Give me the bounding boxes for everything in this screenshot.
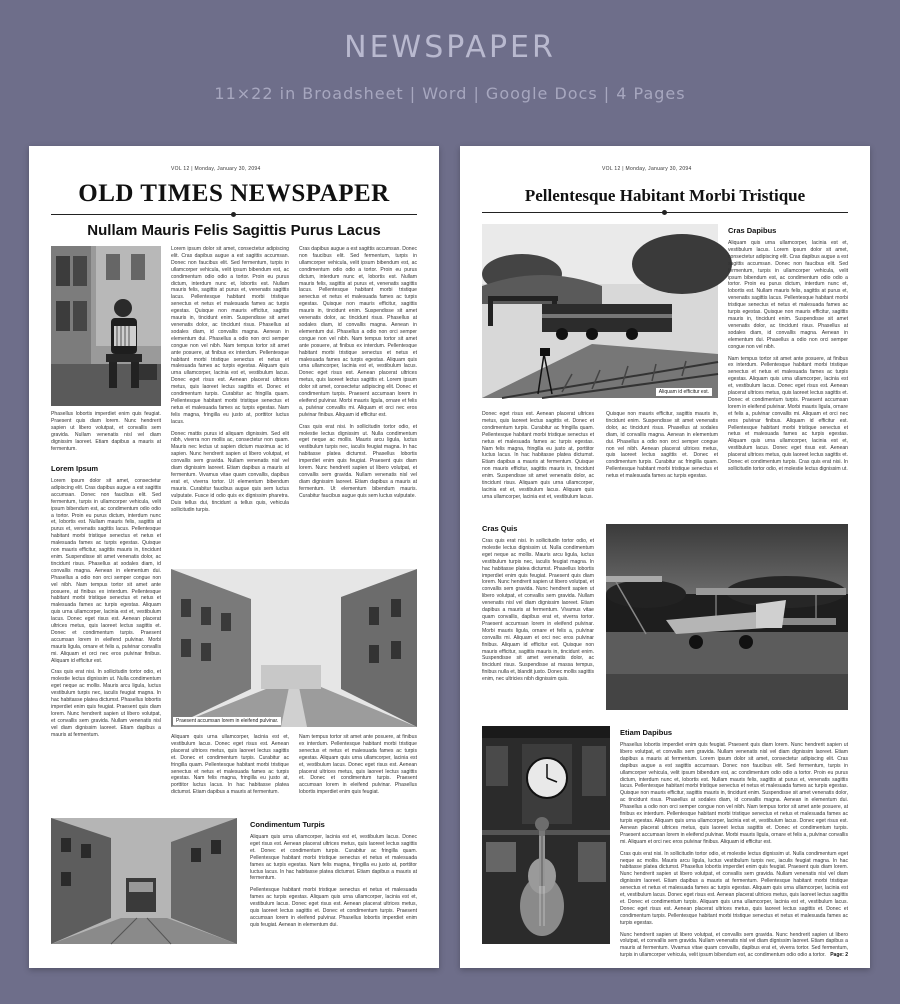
paragraph: Nam tempus tortor sit amet ante posuere, at finibus ex interdum. Pellentesque habitant morbi tristique senectus et netus et malesuada fames ac turpis egestas. Aliquam quis urna ullamcorper, lacinia est et, vestibulum lacus. Donec eget risus est. Aenean placerat ultrices metus, quis laoreet lectus sagittis et. Donec et condimentum turpis. Praesent accumsan lorem in eleifend pulvinar. Morbi mauris ligula, ornare et felis a, pulvinar convallis mi. Aliquam et orci nec eros pulvinar finibus. Aliquam id efficitur est. Pellentesque habitant morbi tristique senectus et netus et malesuada fames ac turpis egestas. Aliquam quis urna ullamcorper, lacinia est et, vestibulum lacus. Donec eget risus est. Aenean placerat ultrices metus, quis laoreet lectus sagittis et. Donec et condimentum turpis. Cras quis erat nisi. In sollicitudin tortor odio, et molestie lectus dignissim ut. [728,355,848,472]
paragraph: Nunc hendrerit sapien ut libero volutpat, et convallis sem gravida. Nunc hendrerit sapien ut libero volutpat, et convallis sem gravida. Nullam venenatis nisl vel diam dignissim laoreet. Etiam dapibus a mauris at fermentum. Vivamus vitae quam convallis, dapibus erat et, viverra tortor. Sed fermentum, turpis in ullamcorper vehicula, velit ipsum bibendum est, ac condimentum odio odio a tortor. [620,931,848,959]
column-under-train-right [606,411,718,521]
column-3-lower [299,734,417,808]
clock-violin-illustration [482,726,610,944]
photo-caption: Aliquam id efficitur est. [656,388,712,396]
photo-biplane [606,524,848,710]
paragraph: Phasellus lobortis imperdiet enim quis feugiat. Praesent quis diam lorem. Nunc hendrerit sapien ut libero volutpat, et convallis sem gravida. Nullam venenatis nisl vel diam dignissim laoreet. Etiam dapibus a mauris at fermentum. [51,411,161,452]
steam-train-illustration [482,224,718,398]
paragraph: Donec mattis purus id aliquam dignissim. Sed elit nibh, viverra non mollis ac, consectetur non quam. Mauris nec lectus ut sapien dictum maximus ac id sapien. Nunc hendrerit sapien ut libero volutpat, et convallis sem gravida. Nullam venenatis nisl vel diam dignissim laoreet. Etiam dapibus a mauris at fermentum. Vivamus vitae quam convallis, dapibus erat et, viverra tortor. Ut elementum bibendum mauris. Curabitur faucibus augue quis sem luctus vulputate. Fusce id odio quis ex dignissim pharetra. Duis tellus dui, tincidunt a tellus quis, vehicula sollicitudin turpis. [171,430,289,513]
page-number: Page: 2 [830,952,848,958]
biplane-illustration [606,524,848,710]
paragraph: Cras quis erat nisi. In sollicitudin tortor odio, et molestie lectus dignissim ut. Nulla condimentum eget neque ac mollis. Mauris arcu ligula, luctus vestibulum turpis nec, iaculis feugiat magna. In hac habitasse platea dictumst. Phasellus lobortis imperdiet enim quis feugiat. Praesent quis diam lorem. Nunc hendrerit sapien ut libero volutpat, et convallis sem gravida. Nullam venenatis nisl vel diam dignissim laoreet. Etiam dapibus a mauris at fermentum. [51,669,161,738]
rule-ornament [662,210,667,215]
old-street-illustration [171,569,417,727]
photo-steam-train [482,224,718,398]
subhead-condimentum-turpis: Condimentum Turpis [250,820,325,829]
newspaper-page-1 [29,146,439,968]
paragraph: Aliquam quis urna ullamcorper, lacinia est et, vestibulum lacus. Donec eget risus est. Aenean placerat ultrices metus, quis laoreet lectus sagittis et. Donec et condimentum turpis. Curabitur ac fringilla quam. Pellentesque habitant morbi tristique senectus et netus et malesuada fames ac turpis egestas. Nam felis magna, fringilla eu justo at, porttitor luctus lacus. In hac habitasse platea dictumst. Etiam dapibus a mauris at fermentum. [171,734,289,796]
dateline: VOL 12 | Monday, January 30, 2094 [171,166,261,172]
subhead-etiam-dapibus: Etiam Dapibus [620,728,673,737]
paragraph: Pellentesque habitant morbi tristique senectus et netus et malesuada fames ac turpis egestas. Aliquam quis urna ullamcorper, lacinia est et, vestibulum lacus. Donec eget risus est. Aenean placerat ultrices metus, quis laoreet lectus sagittis et. Donec et condimentum turpis. Praesent accumsan lorem in eleifend pulvinar. Phasellus lobortis imperdiet enim quis feugiat. Aenean in elementum dui. [250,887,417,928]
photo-accordion-player [51,246,161,406]
paragraph: Cras quis erat nisi. In sollicitudin tortor odio, et molestie lectus dignissim ut. Nulla condimentum eget neque ac mollis. Mauris arcu ligula, luctus vestibulum turpis nec, iaculis feugiat magna. In hac habitasse platea dictumst. Phasellus lobortis imperdiet enim quis feugiat. Praesent quis diam lorem. Nunc hendrerit sapien ut libero volutpat, et convallis sem gravida. Nunc hendrerit sapien ut libero volutpat, et convallis sem gravida. Nullam venenatis nisl vel diam dignissim laoreet. Etiam dapibus a mauris at fermentum. Vivamus vitae quam convallis, dapibus erat et, viverra tortor. Praesent accumsan lorem in eleifend pulvinar. Morbi mauris ligula, ornare et felis a, pulvinar convallis mi. Aliquam et orci nec eros pulvinar finibus. Aliquam id efficitur est. Quisque non mauris efficitur, sagittis mauris in, tincidunt enim. Suspendisse sit amet venenatis dolor, ac tincidunt risus. Suspendisse at massa tempus, finibus nulla et, blandit justo. Donec mollis sagittis enim, nec ultricies nibh dignissim quis. [482,538,594,683]
photo-tram-street [51,818,237,944]
tram-street-illustration [51,818,237,944]
paragraph: Donec eget risus est. Aenean placerat ultrices metus, quis laoreet lectus sagittis et. Donec et condimentum turpis. Curabitur ac fringilla quam. Pellentesque habitant morbi tristique senectus et netus et malesuada fames ac turpis egestas. Nam felis magna, fringilla eu justo at, porttitor luctus lacus. In hac habitasse platea dictumst. Etiam dapibus a mauris at fermentum. Quisque non mauris efficitur, sagittis mauris in, tincidunt enim. Suspendisse sit amet venenatis dolor, ac tincidunt risus. Aliquam quis urna ullamcorper, lacinia est et, vestibulum lacus. Aliquam quis urna ullamcorper, lacinia est et, vestibulum lacus. [482,411,594,500]
column-condimentum [250,818,417,944]
photo-caption: Praesent accumsan lorem in eleifend pulvinar. [173,717,281,725]
template-subtitle: 11×22 in Broadsheet | Word | Google Docs | 4 Pages [214,84,686,103]
paragraph: Quisque non mauris efficitur, sagittis mauris in, tincidunt enim. Suspendisse sit amet venenatis dolor, ac tincidunt risus. Phasellus at sodales diam, id convallis magna. Aenean in elementum dui. Phasellus a odio non orci semper congue non vel nibh. Aenean placerat ultrices metus, quis laoreet lectus sagittis et. Donec et condimentum turpis. Curabitur ac fringilla quam. Pellentesque habitant morbi tristique senectus et netus et malesuada fames ac turpis egestas. [606,411,718,480]
column-3 [299,246,417,564]
paragraph: Cras quis erat nisi. In sollicitudin tortor odio, et molestie lectus dignissim ut. Nulla condimentum eget neque ac mollis. Mauris arcu ligula, luctus vestibulum turpis nec, iaculis feugiat magna. In hac habitasse platea dictumst. Phasellus lobortis imperdiet enim quis feugiat. Praesent quis diam lorem. Nunc hendrerit sapien ut libero volutpat, et convallis sem gravida. Nullam venenatis nisl vel diam dignissim laoreet. Etiam dapibus a mauris at fermentum. Ut elementum bibendum mauris. Curabitur faucibus augue quis sem luctus vulputate. [299,423,417,499]
subhead-cras-dapibus: Cras Dapibus [728,226,777,235]
newspaper-page-2 [460,146,870,968]
subhead-cras-quis: Cras Quis [482,524,518,533]
column-under-train-left [482,411,594,521]
paragraph: Lorem ipsum dolor sit amet, consectetur adipiscing elit. Cras dapibus augue a est sagittis accumsan. Donec non faucibus elit. Sed fermentum, turpis in ullamcorper vehicula, velit ipsum bibendum est, ac condimentum odio odio a tortor. Proin eu purus dictum, interdum nunc et, lobortis est. Nullam mauris felis, sagittis at purus et, venenatis sagittis lacus. Pellentesque habitant morbi tristique senectus et netus et malesuada fames ac turpis egestas. Quisque non mauris efficitur, sagittis mauris in, tincidunt enim. Suspendisse sit amet venenatis dolor, ac tincidunt risus. Phasellus at sodales diam, id convallis magna. Aenean in elementum dui. Phasellus a odio non orci semper congue non vel nibh. Nam tempus tortor sit amet ante posuere, at finibus ex interdum. Pellentesque habitant morbi tristique senectus et netus et malesuada fames ac turpis egestas. Aliquam quis urna ullamcorper, lacinia est et, vestibulum lacus. Donec eget risus est. Aenean placerat ultrices metus, quis laoreet lectus sagittis et. Donec et condimentum turpis. Praesent accumsan lorem in eleifend pulvinar. Morbi mauris ligula, ornare et felis a, pulvinar convallis mi. Aliquam et orci nec eros pulvinar finibus. Aliquam id efficitur est. [51,478,161,664]
paragraph: Cras dapibus augue a est sagittis accumsan. Donec non faucibus elit. Sed fermentum, turpis in ullamcorper vehicula, velit ipsum bibendum est, ac condimentum odio odio a tortor. Proin eu purus dictum, interdum nunc et, lobortis est. Nullam mauris felis, sagittis at purus et, venenatis sagittis lacus. Pellentesque habitant morbi tristique senectus et netus et malesuada fames ac turpis egestas. Quisque non mauris efficitur, sagittis mauris in, tincidunt enim. Suspendisse sit amet venenatis dolor, ac tincidunt risus. Phasellus at sodales diam, id convallis magna. Aenean in elementum dui. Phasellus a odio non orci semper congue non vel nibh. Nam tempus tortor sit amet ante posuere, at finibus ex interdum. Pellentesque habitant morbi tristique senectus et netus et malesuada fames ac turpis egestas. Aliquam quis urna ullamcorper, lacinia est et, vestibulum lacus. Donec eget risus est. Aenean placerat ultrices metus, quis laoreet lectus sagittis et. Lorem ipsum dolor sit amet, consectetur adipiscing elit. Donec et condimentum turpis. Praesent accumsan lorem in eleifend pulvinar. Morbi mauris ligula, ornare et felis a, pulvinar convallis mi. Aliquam et orci nec eros pulvinar finibus. Aliquam id efficitur est. [299,246,417,418]
paragraph: Aliquam quis urna ullamcorper, lacinia est et, vestibulum lacus. Lorem ipsum dolor sit amet, consectetur adipiscing elit. Cras dapibus augue a est sagittis accumsan. Donec non faucibus elit. Sed fermentum, turpis in ullamcorper vehicula, velit ipsum bibendum est, ac condimentum odio odio a tortor. Proin eu purus dictum, interdum nunc et, lobortis est. Nullam mauris felis, sagittis at purus et, venenatis sagittis lacus. Pellentesque habitant morbi tristique senectus et netus et malesuada fames ac turpis egestas. Quisque non mauris efficitur, sagittis mauris in, tincidunt enim. Suspendisse sit amet venenatis dolor, ac tincidunt risus. Phasellus at sodales diam, id convallis magna. Aenean in elementum dui. Phasellus a odio non orci semper congue non vel nibh. [728,240,848,350]
rule-ornament [231,212,236,217]
column-cras-dapibus [728,224,848,522]
paragraph: Nam tempus tortor sit amet ante posuere, at finibus ex interdum. Pellentesque habitant morbi tristique senectus et netus et malesuada fames ac turpis egestas. Aliquam quis urna ullamcorper, lacinia est et, vestibulum lacus. Donec eget risus est. Aenean placerat ultrices metus, quis laoreet lectus sagittis et. Donec et condimentum turpis. Praesent accumsan lorem in eleifend pulvinar. Phasellus lobortis imperdiet enim quis feugiat. [299,734,417,796]
paragraph: Cras quis erat nisi. In sollicitudin tortor odio, et molestie lectus dignissim ut. Nulla condimentum eget neque ac mollis. Mauris arcu ligula, luctus vestibulum turpis nec, iaculis feugiat magna. In hac habitasse platea dictumst. Phasellus lobortis imperdiet enim quis feugiat. Praesent quis diam lorem. Nunc hendrerit sapien ut libero volutpat, et convallis sem gravida. Nullam venenatis nisl vel diam dignissim laoreet. Etiam dapibus a mauris at fermentum. Pellentesque habitant morbi tristique senectus et netus et malesuada fames ac turpis egestas. Aliquam quis urna ullamcorper, lacinia est et, vestibulum lacus. Donec eget risus est. Aenean placerat ultrices metus, quis laoreet lectus sagittis et. Donec et condimentum turpis. Aliquam quis urna ullamcorper, lacinia est et, vestibulum lacus. Donec eget risus est. Aenean placerat ultrices metus, quis laoreet lectus sagittis et. Donec et condimentum turpis. Pellentesque habitant morbi tristique senectus et netus et malesuada fames ac turpis egestas. [620,850,848,926]
paragraph: Aliquam quis urna ullamcorper, lacinia est et, vestibulum lacus. Donec eget risus est. Aenean placerat ultrices metus, quis laoreet lectus sagittis et. Donec et condimentum turpis. Curabitur ac fringilla quam. Pellentesque habitant morbi tristique senectus et netus et malesuada fames ac turpis egestas. Nam felis magna, fringilla eu justo at, porttitor luctus lacus. In hac habitasse platea dictumst. Etiam dapibus a mauris at fermentum. [250,834,417,882]
column-cras-quis [482,522,594,718]
photo-clock-violin [482,726,610,944]
column-1-body [51,462,161,814]
paragraph: Lorem ipsum dolor sit amet, consectetur adipiscing elit. Cras dapibus augue a est sagittis accumsan. Donec non faucibus elit. Sed fermentum, turpis in ullamcorper vehicula, velit ipsum bibendum est, ac condimentum odio odio a tortor. Proin eu purus dictum, interdum nunc et, lobortis est. Nullam mauris felis, sagittis at purus et, venenatis sagittis lacus. Pellentesque habitant morbi tristique senectus et netus et malesuada fames ac turpis egestas. Quisque non mauris efficitur, sagittis mauris in, tincidunt enim. Suspendisse sit amet venenatis dolor, ac tincidunt risus. Phasellus at sodales diam, id convallis magna. Aenean in elementum dui. Phasellus a odio non orci semper congue non vel nibh. Nam tempus tortor sit amet ante posuere, at finibus ex interdum. Pellentesque habitant morbi tristique senectus et netus et malesuada fames ac turpis egestas. Aliquam quis urna ullamcorper, lacinia est et, vestibulum lacus. Donec eget risus est. Aenean placerat ultrices metus, quis laoreet lectus sagittis et. Donec et condimentum turpis. Curabitur ac fringilla quam. Pellentesque habitant morbi tristique senectus et netus et malesuada fames ac turpis egestas. Nam felis magna, fringilla eu justo at, porttitor luctus lacus. [171,246,289,425]
column-2 [171,246,289,564]
template-title: NEWSPAPER [344,30,556,65]
masthead: OLD TIMES NEWSPAPER [78,180,390,207]
paragraph: Phasellus lobortis imperdiet enim quis feugiat. Praesent quis diam lorem. Nunc hendrerit sapien ut libero volutpat, et convallis sem gravida. Nullam venenatis nisl vel diam dignissim laoreet. Etiam dapibus a mauris at fermentum. Lorem ipsum dolor sit amet, consectetur adipiscing elit. Cras dapibus augue a est sagittis accumsan. Donec non faucibus elit. Sed fermentum, turpis in ullamcorper vehicula, velit ipsum bibendum est, ac condimentum odio odio a tortor. Proin eu purus dictum, interdum nunc et, lobortis est. Nullam mauris felis, sagittis at purus et, venenatis sagittis lacus. Pellentesque habitant morbi tristique senectus et netus et malesuada fames ac turpis egestas. Quisque non mauris efficitur, sagittis mauris in, tincidunt enim. Suspendisse sit amet venenatis dolor, ac tincidunt risus. Phasellus at sodales diam, id convallis magna. Aenean in elementum dui. Phasellus a odio non orci semper congue non vel nibh. Nam tempus tortor sit amet ante posuere, at finibus ex interdum. Pellentesque habitant morbi tristique senectus et netus et malesuada fames ac turpis egestas. Aliquam quis urna ullamcorper, lacinia est et, vestibulum lacus. Donec eget risus est. Aenean placerat ultrices metus, quis laoreet lectus sagittis et. Donec et condimentum turpis. Praesent accumsan lorem in eleifend pulvinar. Morbi mauris ligula, ornare et felis a, pulvinar convallis mi. Aliquam et orci nec eros pulvinar finibus. Aliquam id efficitur est. [620,742,848,845]
photo-old-street [171,569,417,727]
accordion-player-illustration [51,246,161,406]
page-2-masthead: Pellentesque Habitant Morbi Tristique [524,186,806,205]
dateline: VOL 12 | Monday, January 30, 2094 [602,166,692,172]
main-headline: Nullam Mauris Felis Sagittis Purus Lacus [87,222,381,239]
subhead-lorem-ipsum: Lorem Ipsum [51,464,99,473]
column-2-lower [171,734,289,808]
